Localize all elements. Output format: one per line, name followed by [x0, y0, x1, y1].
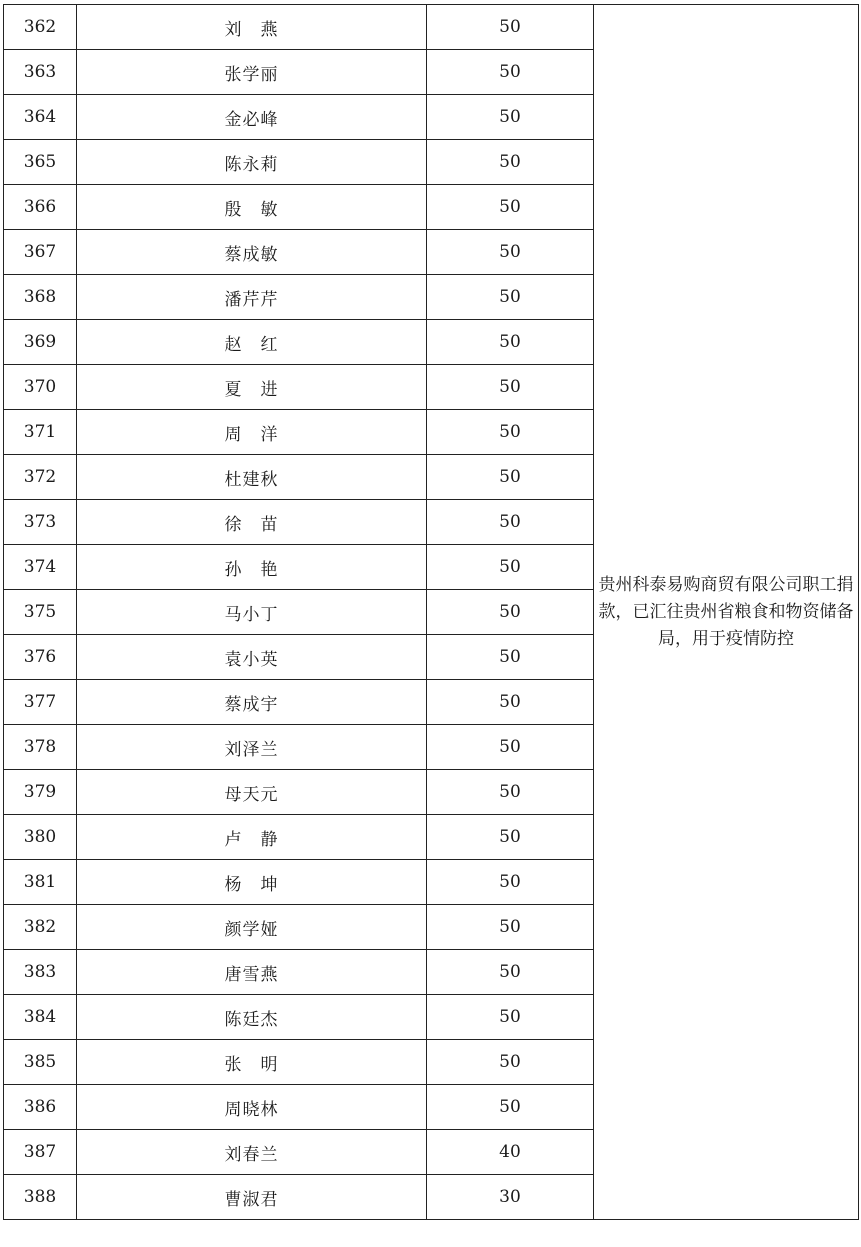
donor-name: 徐 苗: [77, 500, 427, 545]
donation-amount: 50: [427, 140, 594, 185]
donation-amount: 40: [427, 1130, 594, 1175]
donor-name: 袁小英: [77, 635, 427, 680]
row-number: 374: [4, 545, 77, 590]
donation-amount: 50: [427, 320, 594, 365]
table-row: [4, 5, 859, 50]
donation-amount: 50: [427, 95, 594, 140]
row-number: 383: [4, 950, 77, 995]
donation-amount: 50: [427, 1040, 594, 1085]
row-number: 371: [4, 410, 77, 455]
donation-amount: 50: [427, 770, 594, 815]
donation-amount: 50: [427, 230, 594, 275]
row-number: 372: [4, 455, 77, 500]
row-number: 369: [4, 320, 77, 365]
row-number: 370: [4, 365, 77, 410]
row-number: 376: [4, 635, 77, 680]
donation-amount: 50: [427, 995, 594, 1040]
donor-name: 颜学娅: [77, 905, 427, 950]
donor-name: 张学丽: [77, 50, 427, 95]
row-number: 381: [4, 860, 77, 905]
row-number: 365: [4, 140, 77, 185]
donor-name: 蔡成宇: [77, 680, 427, 725]
donor-name: 陈永莉: [77, 140, 427, 185]
donor-name: 蔡成敏: [77, 230, 427, 275]
donor-name: 孙 艳: [77, 545, 427, 590]
donation-amount: 50: [427, 725, 594, 770]
donor-name: 刘 燕: [77, 5, 427, 50]
donor-name: 陈廷杰: [77, 995, 427, 1040]
row-number: 377: [4, 680, 77, 725]
donor-name: 杨 坤: [77, 860, 427, 905]
donor-name: 卢 静: [77, 815, 427, 860]
row-number: 362: [4, 5, 77, 50]
row-number: 388: [4, 1175, 77, 1220]
donation-amount: 50: [427, 545, 594, 590]
remarks-note: 贵州科泰易购商贸有限公司职工捐款，已汇往贵州省粮食和物资储备局，用于疫情防控: [594, 5, 859, 1220]
row-number: 387: [4, 1130, 77, 1175]
donor-name: 金必峰: [77, 95, 427, 140]
donation-amount: 50: [427, 185, 594, 230]
donation-amount: 50: [427, 950, 594, 995]
donation-amount: 30: [427, 1175, 594, 1220]
donor-name: 母天元: [77, 770, 427, 815]
donation-amount: 50: [427, 410, 594, 455]
donor-name: 刘春兰: [77, 1130, 427, 1175]
donation-amount: 50: [427, 905, 594, 950]
donor-name: 周晓林: [77, 1085, 427, 1130]
donation-amount: 50: [427, 275, 594, 320]
row-number: 384: [4, 995, 77, 1040]
row-number: 380: [4, 815, 77, 860]
donor-name: 唐雪燕: [77, 950, 427, 995]
donor-name: 潘芹芹: [77, 275, 427, 320]
donation-table: [3, 4, 859, 1220]
donor-name: 曹淑君: [77, 1175, 427, 1220]
donor-name: 殷 敏: [77, 185, 427, 230]
donation-amount: 50: [427, 1085, 594, 1130]
row-number: 379: [4, 770, 77, 815]
donor-name: 周 洋: [77, 410, 427, 455]
donation-amount: 50: [427, 500, 594, 545]
donor-name: 赵 红: [77, 320, 427, 365]
row-number: 373: [4, 500, 77, 545]
row-number: 382: [4, 905, 77, 950]
donor-name: 刘泽兰: [77, 725, 427, 770]
row-number: 375: [4, 590, 77, 635]
donor-name: 张 明: [77, 1040, 427, 1085]
donation-amount: 50: [427, 5, 594, 50]
donation-amount: 50: [427, 50, 594, 95]
row-number: 368: [4, 275, 77, 320]
row-number: 366: [4, 185, 77, 230]
donation-amount: 50: [427, 680, 594, 725]
donation-amount: 50: [427, 635, 594, 680]
donation-amount: 50: [427, 590, 594, 635]
donation-amount: 50: [427, 860, 594, 905]
donation-amount: 50: [427, 365, 594, 410]
row-number: 386: [4, 1085, 77, 1130]
donor-name: 马小丁: [77, 590, 427, 635]
row-number: 363: [4, 50, 77, 95]
row-number: 364: [4, 95, 77, 140]
donation-amount: 50: [427, 815, 594, 860]
donation-table-body: [4, 5, 859, 1220]
row-number: 367: [4, 230, 77, 275]
row-number: 385: [4, 1040, 77, 1085]
donor-name: 夏 进: [77, 365, 427, 410]
donation-amount: 50: [427, 455, 594, 500]
row-number: 378: [4, 725, 77, 770]
donor-name: 杜建秋: [77, 455, 427, 500]
